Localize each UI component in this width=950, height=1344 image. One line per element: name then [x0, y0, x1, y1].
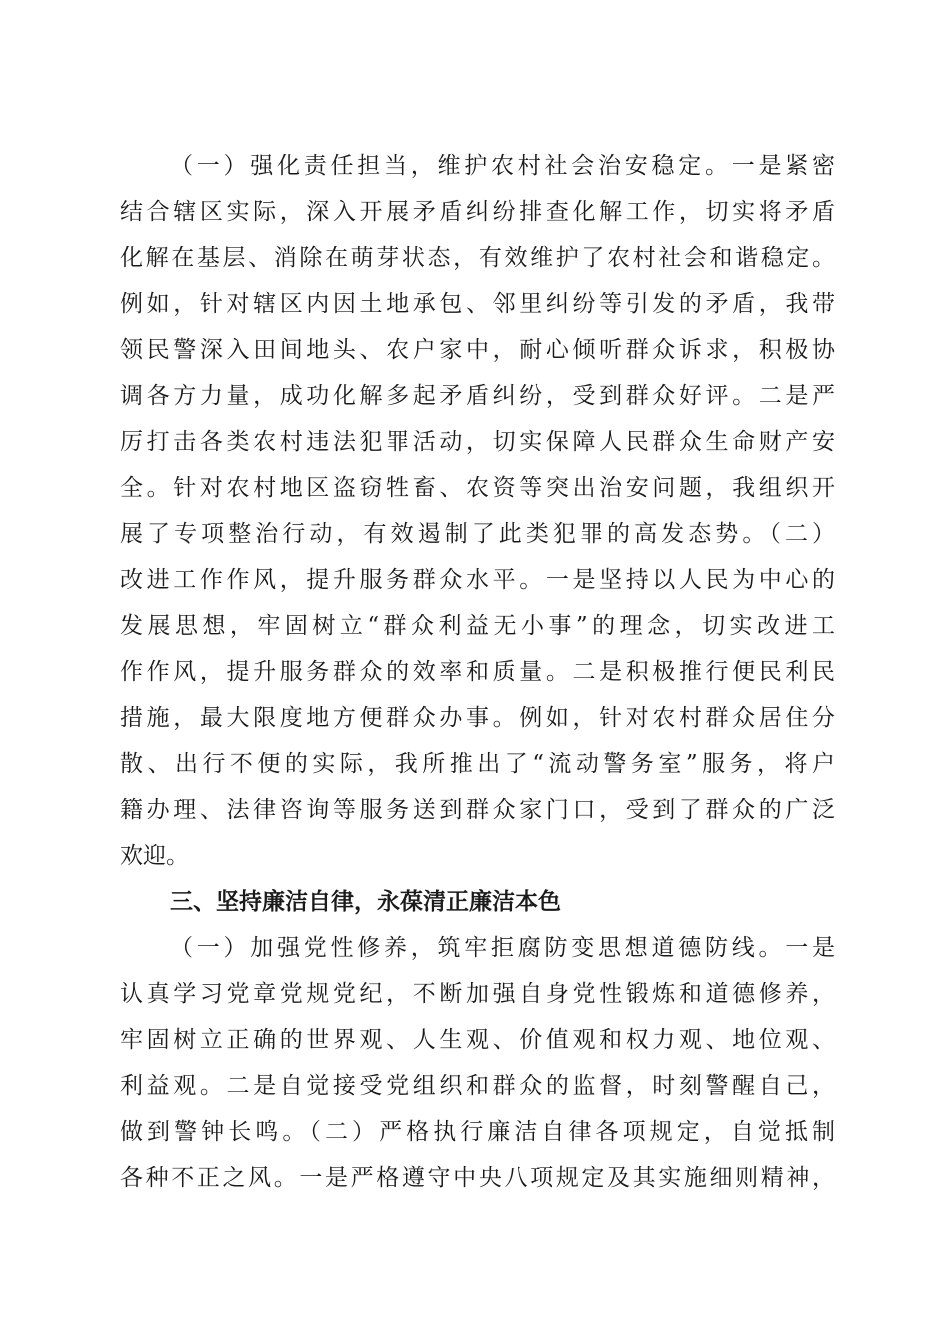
paragraph-line: （一）强化责任担当，维护农村社会治安稳定。一是紧密 — [170, 153, 835, 179]
document-body — [120, 143, 835, 1201]
section-heading: 三、坚持廉洁自律，永葆清正廉洁本色 — [170, 889, 561, 915]
paragraph-line: 调各方力量，成功化解多起矛盾纠纷，受到群众好评。二是严 — [120, 383, 835, 409]
paragraph-line: 牢固树立正确的世界观、人生观、价值观和权力观、地位观、 — [120, 1027, 835, 1053]
paragraph-line: 例如，针对辖区内因土地承包、邻里纠纷等引发的矛盾，我带 — [120, 291, 835, 317]
paragraph-line: 作作风，提升服务群众的效率和质量。二是积极推行便民利民 — [120, 659, 835, 685]
paragraph-line: （一）加强党性修养，筑牢拒腐防变思想道德防线。一是 — [170, 935, 835, 961]
paragraph-line: 籍办理、法律咨询等服务送到群众家门口，受到了群众的广泛 — [120, 797, 835, 823]
paragraph-line: 做到警钟长鸣。（二）严格执行廉洁自律各项规定，自觉抵制 — [120, 1119, 835, 1145]
paragraph-line: 发展思想，牢固树立“群众利益无小事”的理念，切实改进工 — [120, 613, 835, 639]
paragraph-line: 改进工作作风，提升服务群众水平。一是坚持以人民为中心的 — [120, 567, 835, 593]
paragraph-line: 各种不正之风。一是严格遵守中央八项规定及其实施细则精神， — [120, 1165, 835, 1191]
paragraph-line: 全。针对农村地区盗窃牲畜、农资等突出治安问题，我组织开 — [120, 475, 835, 501]
paragraph-line: 认真学习党章党规党纪，不断加强自身党性锻炼和道德修养， — [120, 981, 835, 1007]
paragraph-line: 厉打击各类农村违法犯罪活动，切实保障人民群众生命财产安 — [120, 429, 835, 455]
paragraph-line: 化解在基层、消除在萌芽状态，有效维护了农村社会和谐稳定。 — [120, 245, 835, 271]
paragraph-line: 结合辖区实际，深入开展矛盾纠纷排查化解工作，切实将矛盾 — [120, 199, 835, 225]
paragraph-line: 散、出行不便的实际，我所推出了“流动警务室”服务，将户 — [120, 751, 835, 777]
paragraph-line: 展了专项整治行动，有效遏制了此类犯罪的高发态势。（二） — [120, 521, 835, 547]
paragraph-line: 措施，最大限度地方便群众办事。例如，针对农村群众居住分 — [120, 705, 835, 731]
paragraph-line: 利益观。二是自觉接受党组织和群众的监督，时刻警醒自己， — [120, 1073, 835, 1099]
paragraph-line: 领民警深入田间地头、农户家中，耐心倾听群众诉求，积极协 — [120, 337, 835, 363]
paragraph-line: 欢迎。 — [120, 843, 189, 869]
